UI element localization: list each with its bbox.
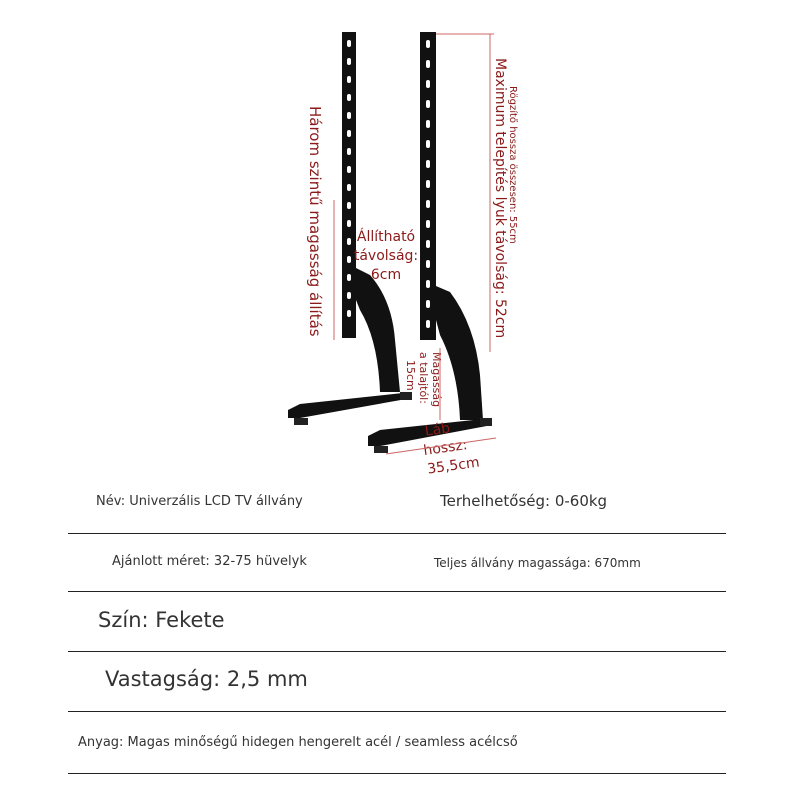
left-foot bbox=[288, 392, 412, 418]
right-bar-holes bbox=[426, 40, 430, 328]
left-foot-pad bbox=[294, 418, 308, 425]
foot-length-line1: Láb bbox=[423, 420, 452, 440]
divider-4 bbox=[68, 711, 726, 712]
floor-height-line1: Magasság bbox=[430, 352, 443, 408]
divider-2 bbox=[68, 591, 726, 592]
left-bracket bbox=[356, 268, 400, 392]
divider-5 bbox=[68, 773, 726, 774]
height-levels-label: Három szintű magasság állítás bbox=[306, 106, 324, 337]
spec-material: Anyag: Magas minőségű hidegen hengerelt acél / seamless acélcső bbox=[78, 735, 518, 750]
right-foot-pad bbox=[374, 446, 388, 453]
divider-1 bbox=[68, 533, 726, 534]
adjustable-label-line1: Állítható bbox=[356, 229, 416, 245]
fix-length-label: Rögzítő hossza összesen: 55cm bbox=[507, 86, 518, 244]
right-foot-pad-back bbox=[480, 418, 492, 426]
foot-length-line3: 35,5cm bbox=[426, 454, 481, 478]
adjustable-label-line3: 6cm bbox=[370, 267, 402, 283]
floor-height-line2: a talajtól: bbox=[417, 352, 430, 404]
spec-color: Szín: Fekete bbox=[98, 608, 225, 632]
left-foot-pad-back bbox=[400, 392, 412, 400]
foot-length-line2: hossz: bbox=[422, 437, 469, 460]
floor-height-line3: 15cm bbox=[404, 360, 417, 391]
divider-3 bbox=[68, 651, 726, 652]
spec-name: Név: Univerzális LCD TV állvány bbox=[96, 494, 303, 509]
spec-size: Ajánlott méret: 32-75 hüvelyk bbox=[112, 554, 307, 569]
adjustable-label-line2: távolság: bbox=[353, 248, 419, 264]
max-hole-label: Maximum telepítés lyuk távolság: 52cm bbox=[492, 58, 508, 339]
spec-load: Terhelhetőség: 0-60kg bbox=[440, 492, 608, 510]
spec-height: Teljes állvány magassága: 670mm bbox=[434, 556, 641, 570]
spec-thickness: Vastagság: 2,5 mm bbox=[105, 667, 308, 691]
